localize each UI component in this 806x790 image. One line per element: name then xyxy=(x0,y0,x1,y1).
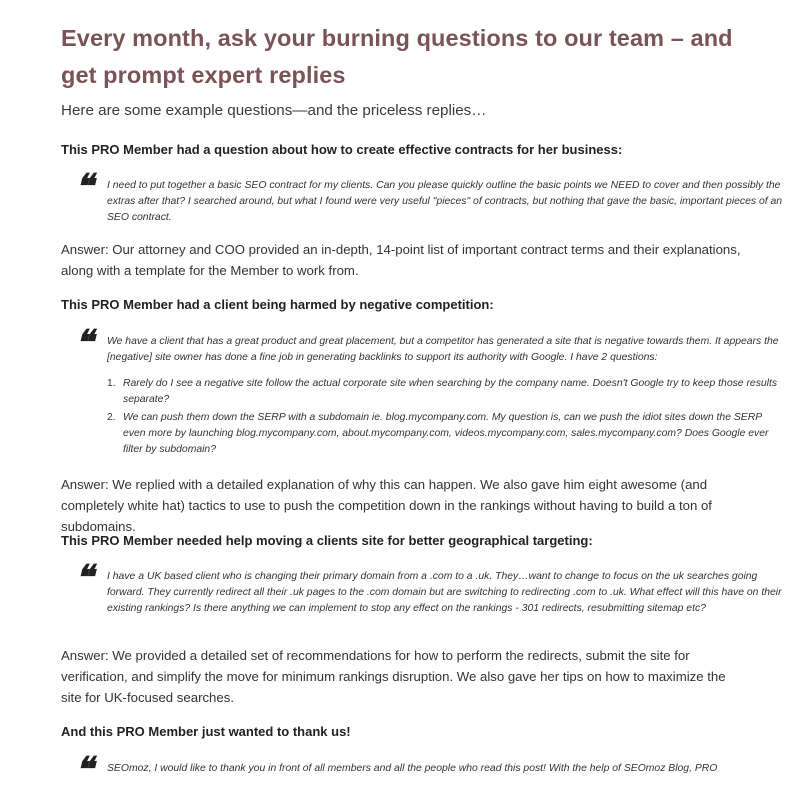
list-item-text: We can push them down the SERP with a subdomain ie. blog.mycompany.com. My question is, can we push the idiot sites down the SERP even more by launching blog.mycompany.com, about.mycompany.com, videos.mycompany.com, sales.mycompany.com? Does Google ever filter by subdomain? xyxy=(123,412,769,455)
answer-geo-targeting: Answer: We provided a detailed set of recommendations for how to perform the redirects, submit the site for verification, and simplify the move for minimum rankings disruption. We also gave her tips on how to maximize the site for UK-focused searches. xyxy=(61,648,726,705)
quote-list xyxy=(107,376,787,458)
quote-text: We have a client that has a great product and great placement, but a competitor has generated a site that is negative towards them. It appears the [negative] site owner has done a fine job in generating backlinks to support its authority with Google. I have 2 questions: xyxy=(107,336,779,363)
quote-text: I need to put together a basic SEO contract for my clients. Can you please quickly outline the basic points we NEED to cover and then possibly the extras after that? I searched around, but what I found were very useful "pieces" of contracts, but nothing that gave the basic, important pieces of an SEO contract. xyxy=(107,180,783,223)
case-heading-thanks: And this PRO Member just wanted to thank us! xyxy=(61,724,351,739)
quote-mark-icon: ❝ xyxy=(75,558,94,598)
case-heading-geo-targeting: This PRO Member needed help moving a clients site for better geographical targeting: xyxy=(61,533,593,548)
list-item-number: 1. xyxy=(107,378,116,389)
quote-text: I have a UK based client who is changing their primary domain from a .com to a .uk. They…want to change to focus on the uk searches going forward. They currently redirect all their .uk pages to the .com domain but are switching to redirecting .com to .uk. What effect will this have on their existing rankings? Is there anything we can implement to stop any effect on the rankings - 301 redirects, resubmitting sitemap etc? xyxy=(107,571,782,614)
quote-block-contracts xyxy=(61,167,787,226)
answer-contracts: Answer: Our attorney and COO provided an in-depth, 14-point list of important contract terms and their explanations, along with a template for the Member to work from. xyxy=(61,242,741,278)
quote-block-thanks xyxy=(61,750,787,790)
case-heading-contracts: This PRO Member had a question about how to create effective contracts for her business: xyxy=(61,142,623,157)
quote-block-negative-competition xyxy=(61,323,787,460)
list-item xyxy=(107,410,787,458)
quote-text: SEOmoz, I would like to thank you in front of all members and all the people who read this post! With the help of SEOmoz Blog, PRO xyxy=(107,763,718,774)
quote-mark-icon: ❝ xyxy=(75,750,94,790)
quote-mark-icon: ❝ xyxy=(75,323,94,363)
page-title: Every month, ask your burning questions to our team – and get prompt expert replies xyxy=(61,25,733,88)
quote-mark-icon: ❝ xyxy=(75,167,94,207)
list-item-number: 2. xyxy=(107,412,116,423)
quote-block-geo-targeting xyxy=(61,558,787,617)
answer-negative-competition: Answer: We replied with a detailed explanation of why this can happen. We also gave him eight awesome (and completely white hat) tactics to use to push the competition down in the rankings without having to build a ton of subdomains. xyxy=(61,477,712,534)
list-item xyxy=(107,376,787,408)
list-item-text: Rarely do I see a negative site follow the actual corporate site when searching by the company name. Doesn't Google try to keep those results separate? xyxy=(123,378,778,405)
page-subtitle: Here are some example questions—and the priceless replies… xyxy=(61,102,487,119)
case-heading-negative-competition: This PRO Member had a client being harmed by negative competition: xyxy=(61,297,494,312)
